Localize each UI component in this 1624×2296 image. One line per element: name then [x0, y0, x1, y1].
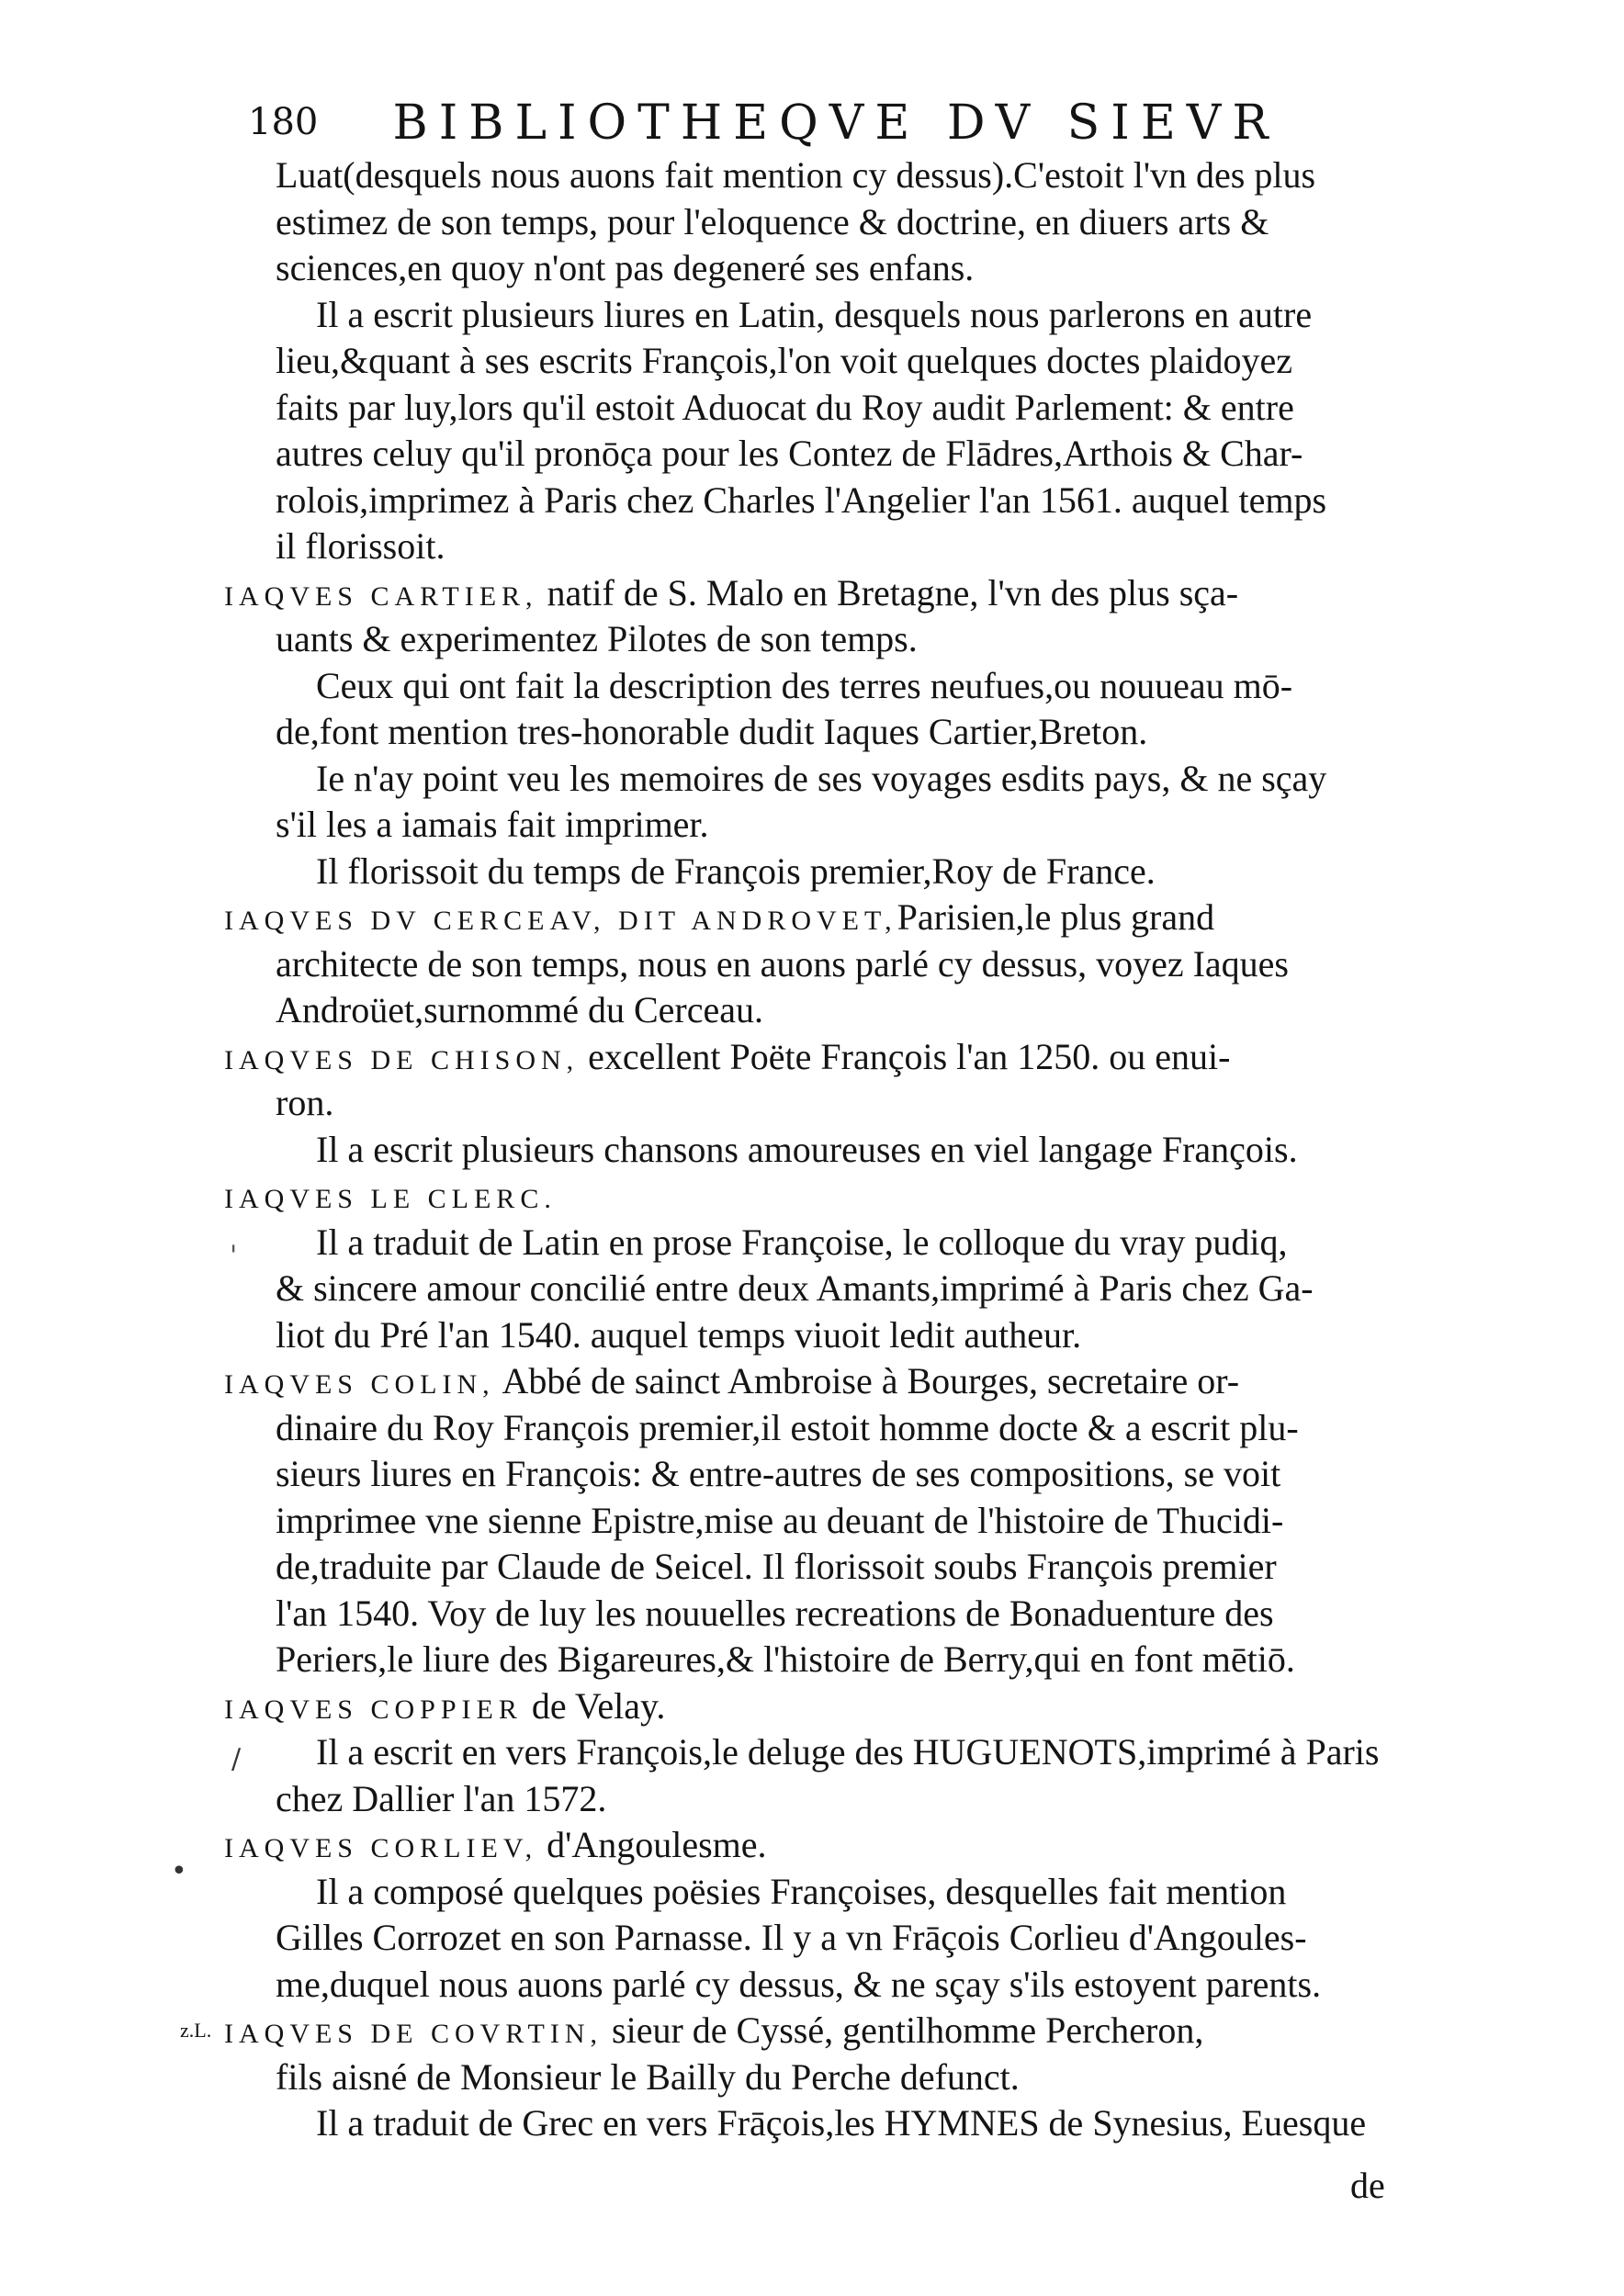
text-line: uants & experimentez Pilotes de son temps.	[276, 618, 918, 659]
running-title: BIBLIOTHEQVE DV SIEVR	[392, 96, 1280, 151]
text-line: l'an 1540. Voy de luy les nouuelles recreations de Bonaduenture des	[276, 1592, 1274, 1634]
catchword: de	[1350, 2165, 1385, 2206]
text-line: rolois,imprimez à Paris chez Charles l'Angelier l'an 1561. auquel temps	[276, 478, 1327, 521]
entry-name: IAQVES CARTIER,	[224, 580, 538, 612]
text-line: Il florissoit du temps de François premier,Roy de France.	[316, 850, 1156, 892]
text-line: ron.	[276, 1082, 334, 1123]
text-line: liot du Pré l'an 1540. auquel temps viuoit ledit autheur.	[276, 1313, 1082, 1356]
text-line: Ceux qui ont fait la description des terres neufues,ou nouueau mō-	[316, 664, 1293, 706]
text-line: Il a traduit de Grec en vers Frāçois,les HYMNES de Synesius, Euesque	[316, 2102, 1367, 2144]
text-line: autres celuy qu'il pronōça pour les Contez de Flādres,Arthois & Char-	[276, 433, 1303, 474]
text-line: architecte de son temps, nous en auons parlé cy dessus, voyez Iaques	[276, 942, 1289, 985]
entry-text: sieur de Cyssé, gentilhomme Percheron,	[603, 2009, 1204, 2051]
text-line: Ie n'ay point veu les memoires de ses voyages esdits pays, & ne sçay	[316, 757, 1327, 799]
entry-name: IAQVES DE CHISON,	[224, 1044, 580, 1075]
text-line: chez Dallier l'an 1572.	[276, 1777, 607, 1819]
entry-heading-le-clerc	[224, 1173, 1415, 1220]
text-line: dinaire du Roy François premier,il estoit homme docte & a escrit plu-	[276, 1406, 1299, 1448]
margin-slash-mark: /	[231, 1743, 242, 1775]
entry-name: IAQVES COLIN,	[224, 1369, 495, 1400]
text-line: Luat(desquels nous auons fait mention cy dessus).C'estoit l'vn des plus	[276, 154, 1316, 196]
text-line: me,duquel nous auons parlé cy dessus, & ne sçay s'ils estoyent parents.	[276, 1963, 1322, 2005]
text-line: Il a escrit plusieurs liures en Latin, desquels nous parlerons en autre	[316, 293, 1313, 335]
text-line: de,traduite par Claude de Seicel. Il florissoit soubs François premier	[276, 1546, 1277, 1587]
entry-heading-coppier	[224, 1683, 1415, 1730]
entry-heading-colin	[224, 1358, 1415, 1405]
entry-name: IAQVES COPPIER	[224, 1694, 523, 1725]
margin-note: z.L.	[180, 2019, 212, 2042]
entry-text: Parisien,le plus grand	[897, 896, 1215, 938]
text-line: Il a escrit plusieurs chansons amoureuses en viel langage François.	[316, 1128, 1298, 1170]
text-line: de,font mention tres-honorable dudit Iaques Cartier,Breton.	[276, 711, 1148, 752]
text-line: Il a escrit en vers François,le deluge des HUGUENOTS,imprimé à Paris	[316, 1731, 1380, 1773]
margin-dot-mark: •	[171, 1855, 187, 1887]
entry-text: Abbé de sainct Ambroise à Bourges, secretaire or-	[494, 1360, 1240, 1401]
entry-text: natif de S. Malo en Bretagne, l'vn des plus sça-	[537, 571, 1239, 613]
text-line: s'il les a iamais fait imprimer.	[276, 804, 709, 845]
text-line: & sincere amour concilié entre deux Amants,imprimé à Paris chez Ga-	[276, 1267, 1314, 1309]
entry-heading-corlieu	[224, 1822, 1415, 1869]
entry-text: d'Angoulesme.	[537, 1824, 767, 1865]
entry-text: excellent Poëte François l'an 1250. ou enui-	[579, 1035, 1231, 1077]
text-line: imprimee vne sienne Epistre,mise au deuant de l'histoire de Thucidi-	[276, 1499, 1284, 1541]
text-line: sieurs liures en François: & entre-autres de ses compositions, se voit	[276, 1453, 1281, 1494]
text-line: sciences,en quoy n'ont pas degeneré ses enfans.	[276, 247, 975, 288]
text-line: Androüet,surnommé du Cerceau.	[276, 989, 763, 1030]
text-line: estimez de son temps, pour l'eloquence & doctrine, en diuers arts &	[276, 200, 1269, 242]
entry-heading-courtin	[224, 2008, 1415, 2054]
entry-heading-chison	[224, 1034, 1415, 1081]
text-line: Gilles Corrozet en son Parnasse. Il y a vn Frāçois Corlieu d'Angoules-	[276, 1917, 1307, 1958]
text-line: Il a composé quelques poësies Françoises, desquelles fait mention	[316, 1870, 1287, 1912]
page-number: 180	[248, 101, 319, 143]
text-line: Periers,le liure des Bigareures,& l'histoire de Berry,qui en font mētiō.	[276, 1638, 1295, 1680]
text-line: il florissoit.	[276, 525, 445, 567]
entry-name: IAQVES DE COVRTIN,	[224, 2019, 603, 2049]
text-line: faits par luy,lors qu'il estoit Aduocat du Roy audit Parlement: & entre	[276, 386, 1294, 428]
entry-name: IAQVES CORLIEV,	[224, 1833, 538, 1863]
entry-name: IAQVES LE CLERC.	[224, 1184, 557, 1214]
margin-tick-mark: '	[230, 1240, 238, 1272]
text-line: Il a traduit de Latin en prose Françoise, le colloque du vray pudiq,	[316, 1221, 1288, 1263]
entry-name: IAQVES DV CERCEAV, DIT ANDROVET,	[224, 906, 897, 936]
entry-text: de Velay.	[522, 1684, 666, 1727]
page-body	[224, 152, 1415, 2147]
text-line: lieu,&quant à ses escrits François,l'on voit quelques doctes plaidoyez	[276, 340, 1292, 381]
text-line: fils aisné de Monsieur le Bailly du Perche defunct.	[276, 2055, 1020, 2098]
entry-heading-cartier	[224, 570, 1415, 617]
entry-heading-du-cerceau	[224, 895, 1415, 941]
